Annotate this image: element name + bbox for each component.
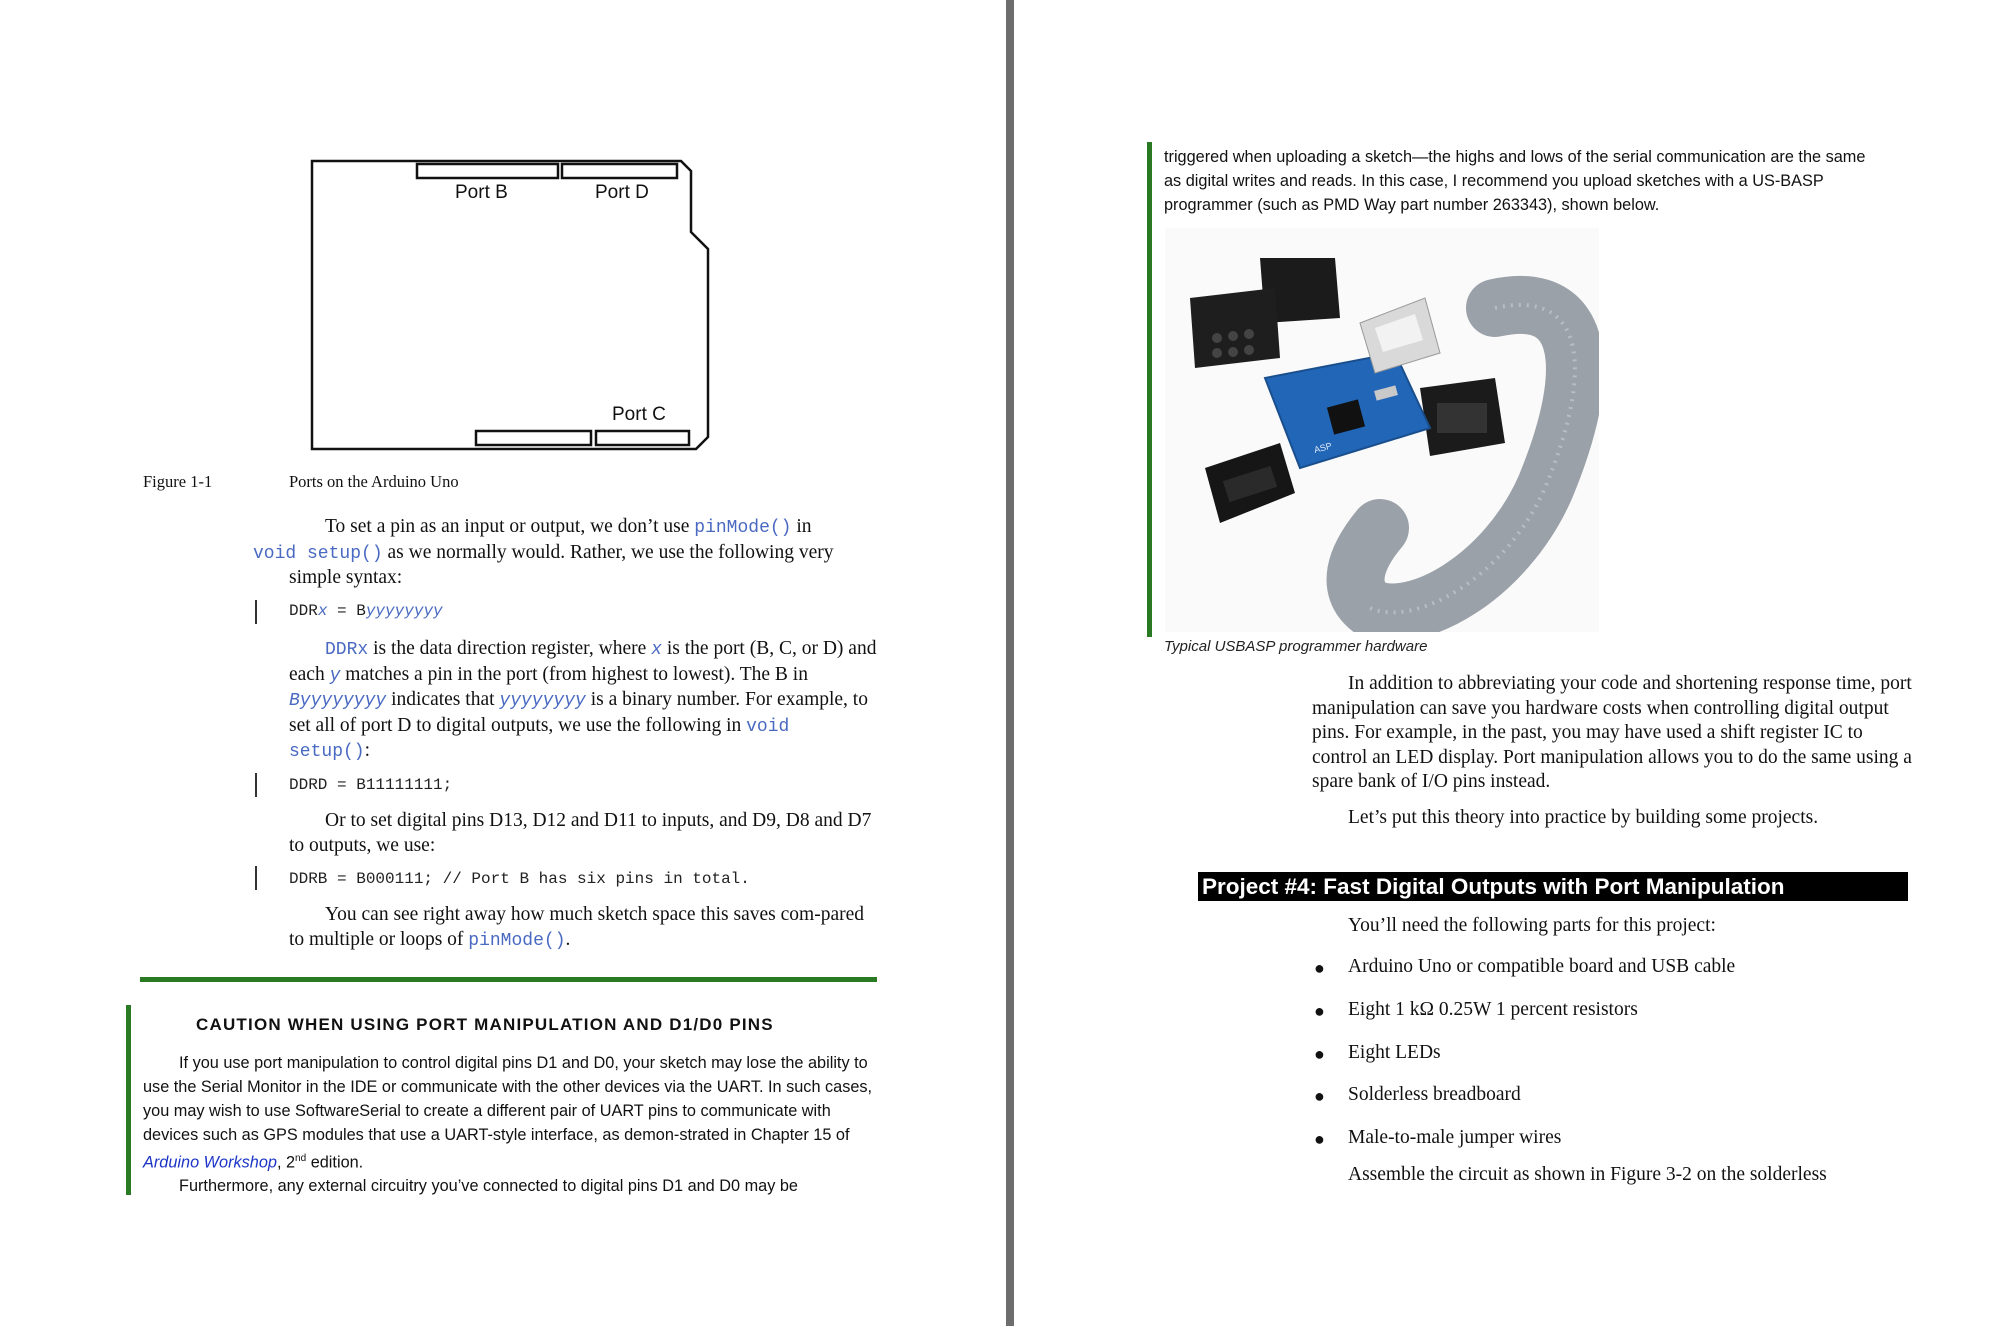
- code-marker: [255, 600, 257, 624]
- text-run: in: [791, 516, 812, 537]
- text-run: You can see right away how much sketch space this saves com-pared to multiple or loops of: [289, 904, 864, 950]
- text-run: :: [364, 740, 371, 761]
- caution-title: CAUTION WHEN USING PORT MANIPULATION AND D1/D0 PINS: [196, 1015, 774, 1034]
- port-d-label: Port D: [595, 182, 649, 203]
- text-run: To set a pin as an input or output, we don’t use: [325, 516, 695, 537]
- usbasp-photo: [1165, 228, 1599, 632]
- text-run: as we normally would. Rather, we use the following very simple syntax:: [289, 541, 834, 588]
- figure-number: Figure 1-1: [143, 472, 213, 491]
- body-paragraph-3: Or to set digital pins D13, D12 and D11 to inputs, and D9, D8 and D7 to outputs, we use:: [289, 810, 872, 856]
- text-run: is the port (B, C, or D) and each: [289, 638, 877, 685]
- bullet-dot: ●: [1314, 1086, 1325, 1106]
- caution-side-rule: [126, 1005, 131, 1195]
- code-line-3: DDRB = B000111; // Port B has six pins in total.: [289, 870, 750, 888]
- code-text: DDR: [289, 602, 318, 620]
- parts-item: Solderless breadboard: [1348, 1084, 1521, 1105]
- parts-item: Male-to-male jumper wires: [1348, 1127, 1562, 1148]
- inline-code: Byyyyyyyy: [289, 691, 387, 711]
- code-var: yyyyyyyy: [365, 602, 443, 620]
- sidebar-continued-rule: [1147, 142, 1152, 637]
- text-run: .: [565, 928, 571, 950]
- text-run: is a binary number. For example, to set all of port D to digital outputs, we use the following in: [289, 689, 868, 736]
- inline-code: DDRx: [325, 640, 369, 660]
- parts-item: Eight LEDs: [1348, 1042, 1441, 1063]
- continued-paragraph: triggered when uploading a sketch—the highs and lows of the serial communication are the same as digital writes and reads. In this case, I recommend you upload sketches with a US-BASP programmer (such as PMD Way part number 263343), shown below.: [1164, 148, 1866, 214]
- code-marker: [255, 773, 257, 797]
- caution-paragraph-2: Furthermore, any external circuitry you’ve connected to digital pins D1 and D0 may be: [179, 1177, 798, 1196]
- parts-item: Arduino Uno or compatible board and USB cable: [1348, 956, 1736, 977]
- text-run: If you use port manipulation to control digital pins D1 and D0, your sketch may lose the ability to use the Serial Monitor in the IDE or communicate with the other devices via the UART. In such cases, you may wish to use SoftwareSerial to create a different pair of UART pins to communicate with devices such as GPS modules that use a UART-style interface, as demon-strated in Chapter 15 of: [143, 1054, 873, 1144]
- bullet-dot: ●: [1314, 958, 1325, 978]
- book-link[interactable]: Arduino Workshop: [143, 1153, 277, 1172]
- inline-code: pinMode(): [468, 930, 566, 951]
- port-c-label: Port C: [612, 404, 666, 425]
- pcb-label: ASP: [1312, 440, 1333, 455]
- project-heading: Project #4: Fast Digital Outputs with Port Manipulation: [1198, 872, 1908, 901]
- body-paragraph-right-1: In addition to abbreviating your code and shortening response time, port manipulation can save you hardware costs when controlling digital output pins. For example, in the past, you may have used a shift register IC to control an LED display. Port manipulation allows you to do the same using a spare bank of I/O pins instead.: [1312, 673, 1912, 792]
- body-paragraph-4: [289, 903, 879, 953]
- inline-code: void setup(): [289, 716, 790, 762]
- assemble-paragraph: Assemble the circuit as shown in Figure 3-2 on the solderless: [1348, 1164, 1827, 1185]
- code-marker: [255, 866, 257, 890]
- code-line-1: [289, 602, 443, 620]
- text-run: is the data direction register, where: [368, 638, 652, 659]
- inline-code: void setup(): [253, 543, 383, 564]
- caution-body: [143, 1051, 883, 1198]
- page-gutter: [1006, 0, 1014, 1326]
- right-page: [1014, 0, 2012, 1326]
- body-paragraph-1: [253, 515, 879, 591]
- inline-code: x: [651, 640, 662, 660]
- code-text: = B: [327, 602, 366, 620]
- photo-caption: Typical USBASP programmer hardware: [1164, 638, 1428, 655]
- text-run: edition.: [306, 1153, 364, 1172]
- body-paragraph-2: [289, 637, 879, 765]
- bullet-dot: ●: [1314, 1044, 1325, 1064]
- port-b-label: Port B: [455, 182, 508, 203]
- inline-code: y: [329, 665, 341, 686]
- inline-code: yyyyyyyy: [499, 691, 586, 711]
- figure-caption: Ports on the Arduino Uno: [289, 472, 459, 491]
- parts-intro: You’ll need the following parts for this project:: [1348, 915, 1716, 936]
- bullet-dot: ●: [1314, 1129, 1325, 1149]
- text-run: , 2: [276, 1153, 296, 1172]
- bullet-dot: ●: [1314, 1001, 1325, 1021]
- superscript: nd: [295, 1153, 307, 1164]
- code-var: x: [317, 602, 328, 620]
- text-run: indicates that: [386, 689, 500, 710]
- code-line-2: DDRD = B11111111;: [289, 776, 453, 794]
- inline-code: pinMode(): [694, 518, 792, 538]
- body-paragraph-right-2: Let’s put this theory into practice by building some projects.: [1348, 807, 1819, 828]
- caution-top-rule: [140, 977, 877, 982]
- parts-item: Eight 1 kΩ 0.25W 1 percent resistors: [1348, 999, 1638, 1020]
- text-run: matches a pin in the port (from highest to lowest). The B in: [340, 663, 808, 685]
